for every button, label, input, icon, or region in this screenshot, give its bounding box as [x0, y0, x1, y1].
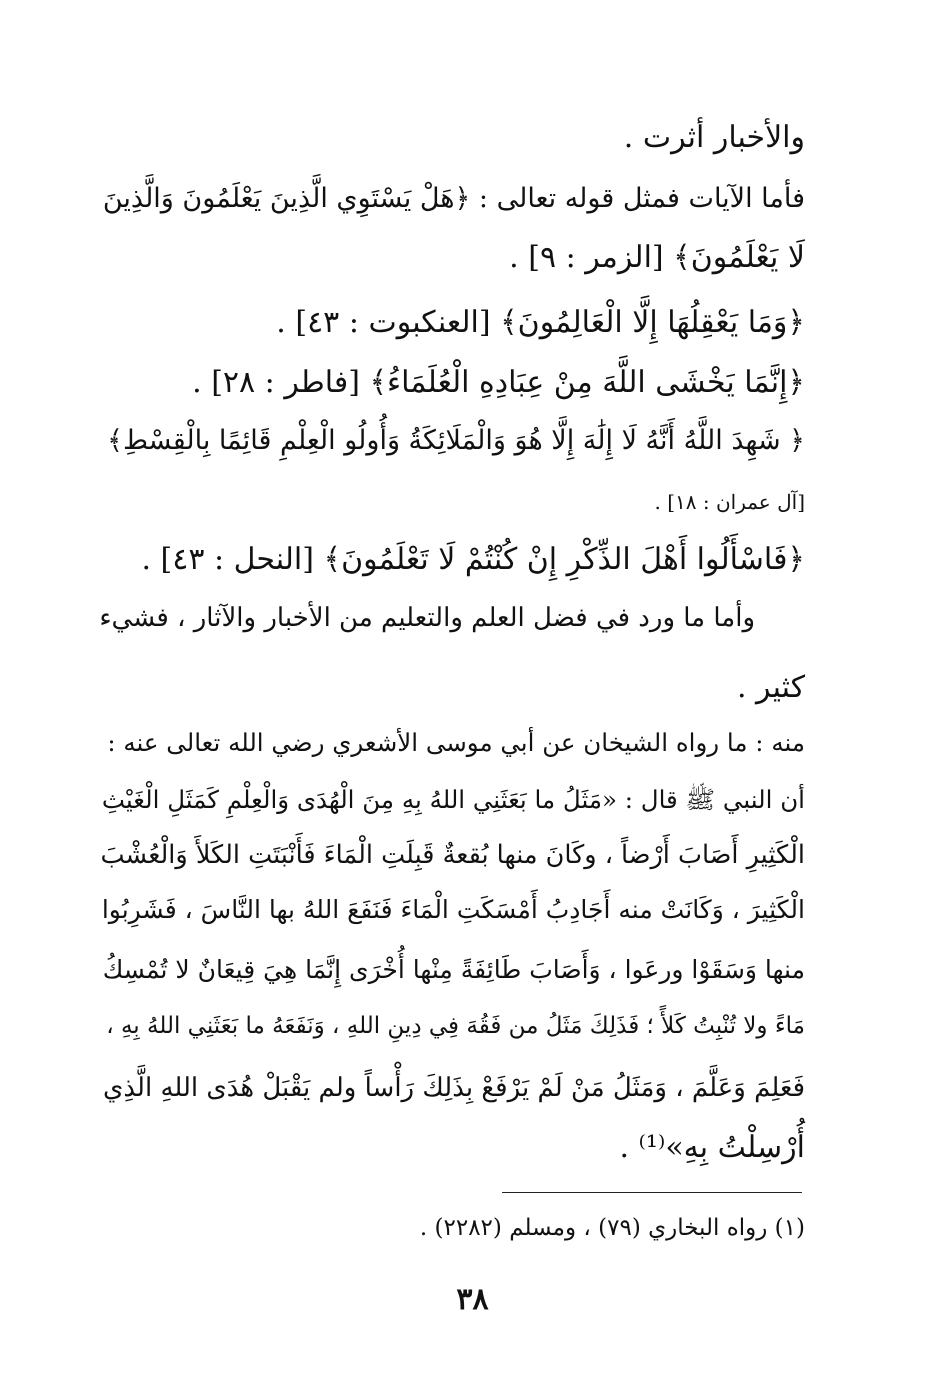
- text-line-1: والأخبار أثرت .: [623, 120, 805, 155]
- hadith-line-5: مَاءً ولا تُنْبِتُ كَلأً ؛ فَذَلِكَ مَثَلُ من فَقُهَ فِي دِينِ اللهِ ، وَنَفَعَهُ ما بَعَثَنِي اللهُ بِهِ ،: [106, 1013, 805, 1039]
- text-line-5: كثير .: [736, 670, 805, 705]
- hadith-line-1: أن النبي ﷺ قال : «مَثَلُ ما بَعَثَنِي اللهُ بِهِ مِنَ الْهُدَى وَالْعِلْمِ كَمَثَلِ الْغَيْثِ: [101, 785, 805, 814]
- page-number: ٣٨: [456, 1282, 489, 1317]
- hadith-line-6: فَعَلِمَ وَعَلَّمَ ، وَمَثَلُ مَنْ لَمْ يَرْفَعْ بِذَلِكَ رَأْساً ولم يَقْبَلْ هُدَى اللهِ الَّذِي: [103, 1073, 805, 1103]
- hadith-line-2: الْكَثِيرِ أَصَابَ أَرْضاً ، وكَانَ منها بُقعةٌ قَبِلَتِ الْمَاءَ فَأَنْبَتَتِ الكَلأَ وَالْعُشْبَ: [100, 840, 805, 870]
- footnote-separator: [502, 1192, 802, 1193]
- verse-line-1: ﴿وَمَا يَعْقِلُهَا إِلَّا الْعَالِمُونَ﴾ [العنكبوت : ٤٣] .: [276, 305, 805, 340]
- hadith-line-7: أُرْسِلْتُ بِهِ»⁽¹⁾ .: [619, 1130, 805, 1165]
- hadith-line-3: الْكَثِيرَ ، وَكَانَتْ منه أَجَادِبُ أَمْسَكَتِ الْمَاءَ فَنَفَعَ اللهُ بها النَّاسَ ، فَشَرِبُوا: [101, 895, 805, 924]
- hadith-line-4: منها وَسَقَوْا ورعَوا ، وَأَصَابَ طَائِفَةً مِنْها أُخْرَى إِنَّمَا هِيَ قِيعَانٌ لا تُمْسِكُ: [102, 955, 805, 984]
- verse-citation: [آل عمران : ١٨] .: [654, 490, 805, 514]
- text-line-3: لَا يَعْلَمُونَ﴾ [الزمر : ٩] .: [509, 240, 805, 275]
- verse-line-2: ﴿إِنَّمَا يَخْشَى اللَّهَ مِنْ عِبَادِهِ الْعُلَمَاءُ﴾ [فاطر : ٢٨] .: [192, 365, 805, 400]
- verse-line-4: ﴿فَاسْأَلُوا أَهْلَ الذِّكْرِ إِنْ كُنْتُمْ لَا تَعْلَمُونَ﴾ [النحل : ٤٣] .: [141, 542, 805, 577]
- verse-line-3: ﴿ شَهِدَ اللَّهُ أَنَّهُ لَا إِلَٰهَ إِلَّا هُوَ وَالْمَلَائِكَةُ وَأُولُو الْعِلْمِ قَائِمًا بِالْقِسْطِ﴾: [107, 425, 805, 456]
- text-line-6: منه : ما رواه الشيخان عن أبي موسى الأشعري رضي الله تعالى عنه :: [107, 728, 805, 757]
- text-line-4: وأما ما ورد في فضل العلم والتعليم من الأخبار والآثار ، فشيء: [99, 603, 755, 633]
- footnote: (١) رواه البخاري (٧٩) ، ومسلم (٢٢٨٢) .: [419, 1215, 805, 1241]
- text-line-2: فأما الآيات فمثل قوله تعالى : ﴿هَلْ يَسْتَوِي الَّذِينَ يَعْلَمُونَ وَالَّذِينَ: [102, 183, 805, 214]
